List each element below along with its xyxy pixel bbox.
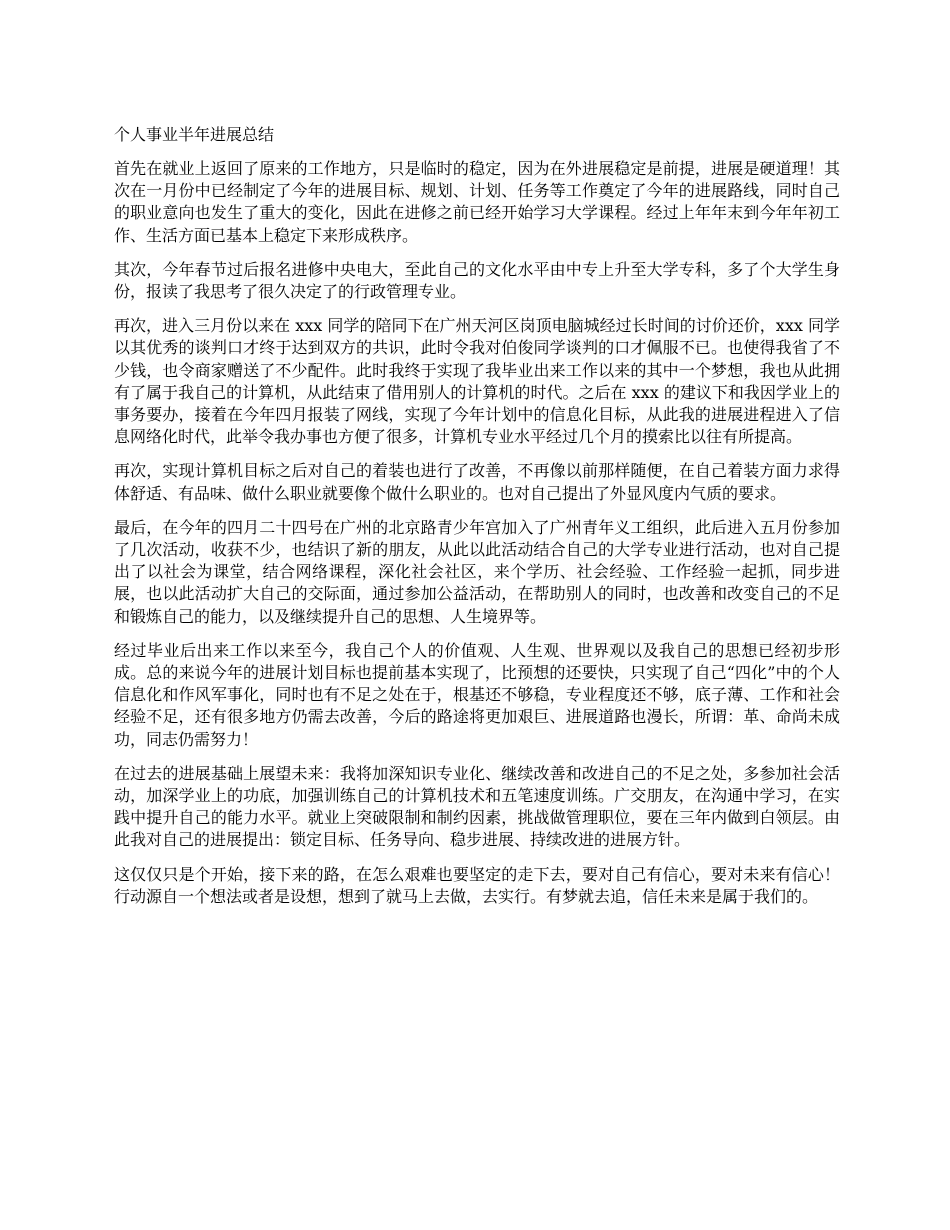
document-page [114, 124, 840, 920]
paragraph-outlook: 在过去的进展基础上展望未来：我将加深知识专业化、继续改善和改进自己的不足之处，多参加社会活动，加深学业上的功底，加强训练自己的计算机技术和五笔速度训练。广交朋友，在沟通中学习，在实践中提升自己的能力水平。就业上突破限制和制约因素，挑战做管理职位，要在三年内做到白领层。由此我对自己的进展提出：锁定目标、任务导向、稳步进展、持续改进的进展方针。 [114, 763, 840, 850]
paragraph-education: 其次，今年春节过后报名进修中央电大，至此自己的文化水平由中专上升至大学专科，多了个大学生身份，报读了我思考了很久决定了的行政管理专业。 [114, 259, 840, 302]
paragraph-computer: 再次，进入三月份以来在 xxx 同学的陪同下在广州天河区岗顶电脑城经过长时间的讨价还价，xxx 同学以其优秀的谈判口才终于达到双方的共识，此时令我对伯俊同学谈判的口才佩服不已。也使得我省了不少钱，也令商家赠送了不少配件。此时我终于实现了我毕业出来工作以来的其中一个梦想，我也从此拥有了属于我自己的计算机，从此结束了借用别人的计算机的时代。之后在 xxx 的建议下和我因学业上的事务要办，接着在今年四月报装了网线，实现了今年计划中的信息化目标，从此我的进展进程进入了信息网络化时代，此举令我办事也方便了很多，计算机专业水平经过几个月的摸索比以往有所提高。 [114, 316, 840, 447]
document-title: 个人事业半年进展总结 [114, 125, 275, 144]
paragraph-conclusion: 这仅仅只是个开始，接下来的路，在怎么艰难也要坚定的走下去，要对自己有信心，要对未来有信心！行动源自一个想法或者是设想，想到了就马上去做，去实行。有梦就去追，信任未来是属于我们的。 [114, 864, 840, 906]
paragraph-volunteer: 最后，在今年的四月二十四号在广州的北京路青少年宫加入了广州青年义工组织，此后进入五月份参加了几次活动，收获不少，也结识了新的朋友，从此以此活动结合自己的大学专业进行活动，也对自己提出了以社会为课堂，结合网络课程，深化社会社区，来个学历、社会经验、工作经验一起抓，同步进展，也以此活动扩大自己的交际面，通过参加公益活动，在帮助别人的同时，也改善和改变自己的不足和锻炼自己的能力，以及继续提升自己的思想、人生境界等。 [114, 517, 840, 626]
paragraph-appearance: 再次，实现计算机目标之后对自己的着装也进行了改善，不再像以前那样随便，在自己着装方面力求得体舒适、有品味、做什么职业就要像个做什么职业的。也对自己提出了外显风度内气质的要求。 [114, 461, 840, 503]
paragraph-employment: 首先在就业上返回了原来的工作地方，只是临时的稳定，因为在外进展稳定是前提，进展是硬道理！其次在一月份中已经制定了今年的进展目标、规划、计划、任务等工作奠定了今年的进展路线，同时自己的职业意向也发生了重大的变化，因此在进修之前已经开始学习大学课程。经过上年年末到今年年初工作、生活方面已基本上稳定下来形成秩序。 [114, 159, 840, 245]
paragraph-reflection: 经过毕业后出来工作以来至今，我自己个人的价值观、人生观、世界观以及我自己的思想已经初步形成。总的来说今年的进展计划目标也提前基本实现了，比预想的还要快，只实现了自己“四化”中的个人信息化和作风军事化，同时也有不足之处在于，根基还不够稳，专业程度还不够，底子薄、工作和社会经验不足，还有很多地方仍需去改善，今后的路途将更加艰巨、进展道路也漫长，所谓：革、命尚未成功，同志仍需努力！ [114, 640, 840, 749]
